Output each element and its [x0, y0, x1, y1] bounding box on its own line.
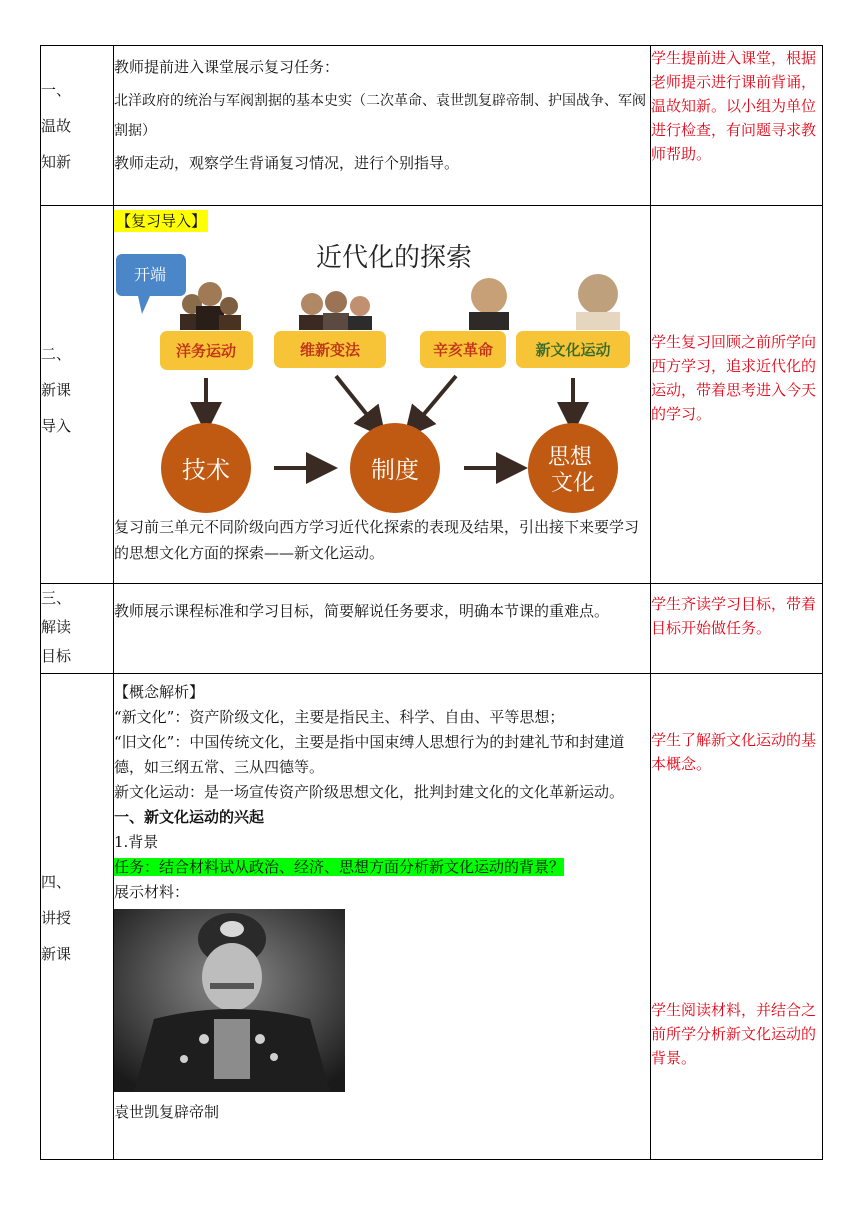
stage-number: 二、 [41, 345, 72, 363]
portrait-sun [469, 278, 509, 330]
outcome-label-thought: 思想 文化 [547, 444, 596, 495]
teacher-text: 教师展示课程标准和学习目标，简要解说任务要求，明确本节课的重难点。 [114, 602, 610, 620]
portrait-group-2 [299, 291, 372, 330]
stage-name-2: 目标 [41, 647, 72, 665]
modernization-diagram-svg [114, 236, 634, 516]
photo-caption: 袁世凯复辟帝制 [114, 1103, 220, 1121]
table-row [41, 674, 823, 1160]
student-activity-cell [651, 46, 823, 206]
outcome-label-system: 制度 [371, 457, 419, 484]
teacher-text: 教师走动，观察学生背诵复习情况，进行个别指导。 [114, 154, 460, 172]
stage-number: 三、 [41, 589, 72, 607]
stage-name-1: 温故 [41, 117, 72, 135]
teacher-text: 北洋政府的统治与军阀割据的基本史实（二次革命、袁世凯复辟帝制、护国战争、军阀割据） [114, 93, 646, 139]
stage-cell [41, 674, 114, 1160]
student-text-1: 学生了解新文化运动的基本概念。 [651, 731, 817, 773]
stage-name-1: 新课 [41, 381, 72, 399]
teacher-activity-cell [114, 46, 651, 206]
stage-cell [41, 584, 114, 674]
lesson-plan-table [40, 45, 823, 1160]
student-activity-cell [651, 674, 823, 1160]
movement-label-weixin: 维新变法 [299, 342, 361, 359]
arrow-xinhai-to-system [414, 376, 456, 426]
stage-cell [41, 206, 114, 584]
stage-number: 一、 [41, 81, 72, 99]
new-culture-definition: “新文化”：资产阶级文化，主要是指民主、科学、自由、平等思想； [114, 708, 565, 726]
outcome-label-tech: 技术 [182, 457, 230, 484]
student-activity-cell [651, 206, 823, 584]
student-text: 学生提前进入课堂，根据老师提示进行课前背诵，温故知新。以小组为单位进行检查，有问题寻求教师帮助。 [651, 49, 817, 163]
stage-cell [41, 46, 114, 206]
movement-label-xinwenhua: 新文化运动 [535, 342, 611, 359]
student-activity-cell [651, 584, 823, 674]
yuan-shikai-photo [114, 909, 345, 1092]
student-text-2: 学生阅读材料，并结合之前所学分析新文化运动的背景。 [651, 1001, 817, 1067]
table-row [41, 46, 823, 206]
teacher-activity-cell [114, 206, 651, 584]
teacher-activity-cell [114, 674, 651, 1160]
material-label: 展示材料： [114, 883, 190, 901]
teacher-activity-cell [114, 584, 651, 674]
review-intro-tag: 【复习导入】 [116, 212, 207, 230]
diagram-title: 近代化的探索 [315, 242, 473, 272]
concept-title: 【概念解析】 [114, 683, 205, 701]
modernization-diagram [114, 236, 634, 516]
sub-title: 1.背景 [114, 833, 159, 851]
table-row [41, 206, 823, 584]
portrait-chen [576, 274, 620, 330]
teacher-text: 复习前三单元不同阶级向西方学习近代化探索的表现及结果，引出接下来要学习的思想文化方面的探索——新文化运动。 [114, 518, 640, 562]
stage-name-1: 讲授 [41, 909, 72, 927]
old-culture-definition: “旧文化”：中国传统文化，主要是指中国束缚人思想行为的封建礼节和封建道德，如三纲五常、三从四德等。 [114, 733, 625, 776]
stage-name-2: 导入 [41, 417, 72, 435]
teacher-text: 教师提前进入课堂展示复习任务： [114, 58, 340, 76]
arrow-weixin-to-system [336, 376, 376, 426]
task-prompt: 任务：结合材料试从政治、经济、思想方面分析新文化运动的背景？ [114, 858, 565, 876]
movement-label-xinhai: 辛亥革命 [432, 342, 494, 359]
student-text: 学生复习回顾之前所学向西方学习，追求近代化的运动，带着思考进入今天的学习。 [651, 333, 817, 423]
portrait-group-1 [180, 282, 241, 330]
stage-name-1: 解读 [41, 618, 72, 636]
movement-label-yangwu: 洋务运动 [175, 343, 237, 360]
movement-definition: 新文化运动：是一场宣传资产阶级思想文化，批判封建文化的文化革新运动。 [114, 783, 625, 801]
stage-name-2: 知新 [41, 153, 72, 171]
stage-name-2: 新课 [41, 945, 72, 963]
stage-number: 四、 [41, 873, 72, 891]
bubble-label: 开端 [133, 267, 167, 284]
section-title: 一、新文化运动的兴起 [114, 808, 265, 826]
speech-bubble [116, 254, 186, 314]
table-row [41, 584, 823, 674]
student-text: 学生齐读学习目标，带着目标开始做任务。 [651, 595, 817, 637]
